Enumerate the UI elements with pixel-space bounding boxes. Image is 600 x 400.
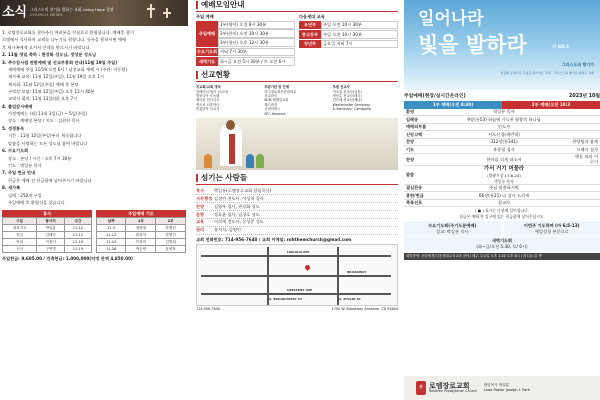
- sash-shape: [229, 134, 235, 164]
- section-line: 말씀을 사랑하는 모든 성도님 참여 바랍니다: [8, 140, 88, 146]
- pastor-name: 담임목사 박일룡: [483, 383, 510, 388]
- wednesday-service: [404, 221, 501, 235]
- info-column: [196, 0, 398, 400]
- mission-group: [264, 84, 329, 117]
- mission-header: [196, 70, 398, 82]
- order-item: 찬양: [406, 139, 415, 145]
- order-leader: 찬양팀과 함께: [572, 139, 598, 145]
- location-pin-icon[interactable]: [304, 264, 311, 271]
- mission-item: 박민수 선교사(태국): [332, 94, 362, 99]
- jesus-with-children-illustration: [196, 118, 398, 170]
- order-row: [404, 109, 600, 117]
- order-detail: 9장(통53) 하늘에 가득찬 영광의 하나님: [467, 116, 541, 122]
- order-detail: 박일룡 목사: [493, 109, 515, 115]
- birthday-notice: 2. 11월 생일 축하 : 편강화 성도님, 정성문 성도님: [2, 52, 97, 58]
- table-cell: 안내: [3, 239, 37, 246]
- cover-title-line1: 일어나라: [418, 9, 484, 29]
- sermon-block: [436, 166, 572, 184]
- worship-label: 수요기도회: [196, 48, 218, 57]
- event-item: 새가족 교육: 11월 12일(주일), 11월 19일 오후 1시: [8, 74, 104, 80]
- section-line: 인도 : 박일룡 목사: [8, 162, 42, 168]
- order-item: 축복선포: [406, 200, 423, 206]
- church-logo-footer: [404, 376, 600, 400]
- worship-time: 2부(한어) 오전 10시 30분: [218, 29, 295, 38]
- order-detail: 312장(통341): [490, 139, 518, 145]
- order-item: 입례송: [406, 116, 419, 122]
- table-cell: 11.12: [64, 232, 91, 239]
- standing-note: ( ● ) 표시는 다함께 일어섭니다.: [475, 208, 529, 214]
- cover-vision: 그리스도의 향기가: [561, 62, 594, 67]
- offering-summary: 주일헌금: 9,605.00 / 건축헌금: 1,000,000(약정 잔액 4,850.00): [2, 256, 133, 262]
- mission-group: [333, 84, 398, 117]
- worship-values: [321, 30, 398, 39]
- worship-row: [196, 48, 295, 57]
- staff-name: 김경란 전도사, 이성혁 집사: [214, 195, 264, 201]
- order-item: 예배의부름: [406, 124, 427, 130]
- child-figure: [256, 154, 264, 168]
- section-heading: 4. 졸업감사예배: [2, 103, 33, 109]
- sermon-preacher: 박일룡 목사: [494, 178, 514, 184]
- table-row: [97, 239, 186, 246]
- bible-reading-title: 이번주 기도하며 (마 6:5-13): [523, 222, 580, 228]
- worship-time: 주일 오전 10시 30분: [321, 21, 398, 30]
- staff-name: 이희재 전도사, 문성준 성도: [214, 219, 264, 225]
- event-items: [2, 67, 186, 102]
- sermon-scripture: (열왕기상 17:8-24): [487, 173, 521, 179]
- pastor-block: [484, 383, 530, 392]
- event-item: 구역장 모임: 11월 12일(주일) 오후 12시 40분: [8, 88, 95, 94]
- order-row: [404, 200, 600, 208]
- order-row: [404, 116, 600, 124]
- street-address: 1700 W. Broadway Anaheim, CA 92804: [331, 307, 398, 312]
- worship-time: 화~금 오전 5시 30분 / 토 오전 6시: [218, 57, 295, 66]
- worship-row: [299, 40, 398, 49]
- dawn-service: [404, 237, 600, 251]
- cover-banner: [404, 0, 600, 90]
- order-row: [404, 185, 600, 193]
- table-cell: 대표기도: [3, 225, 37, 232]
- section-line: 주일예배 후 환영식을 갖습니다: [8, 199, 65, 205]
- second-service-label: 2부 예배(오전 10:3: [502, 101, 600, 108]
- worship-caption: 다음세대 교육: [299, 14, 325, 20]
- table-cell: 11.19: [64, 239, 91, 246]
- accent-bar: [196, 71, 198, 79]
- order-item: 봉헌/헌금: [406, 192, 424, 198]
- section-line: 기간 : 11월 12일(주일)부터 계속됩니다: [8, 133, 82, 139]
- order-detail: 홍종필 집사: [493, 146, 515, 152]
- order-item: 말씀: [406, 172, 415, 178]
- order-row: [404, 146, 600, 154]
- mission-group-title: 후원 선교사: [332, 85, 350, 90]
- order-row: [404, 154, 600, 166]
- news-banner: [0, 0, 188, 26]
- worship-row: [299, 30, 398, 39]
- staff-role: 찬양: [196, 203, 205, 209]
- table-row: [97, 232, 186, 239]
- order-title: 주일예배(현장/실시간온라인): [404, 94, 466, 99]
- section-line: 헌금은 예배 전 헌금함에 넣어주시기 바랍니다: [8, 177, 92, 183]
- staff-role: 음향: [196, 211, 205, 217]
- worship-schedule: [196, 14, 398, 66]
- order-row: [404, 124, 600, 132]
- worship-title: 예배모임안내: [201, 0, 245, 9]
- staff-row: [196, 187, 398, 195]
- wednesday-title: 수요기도회(주기도문예배): [428, 222, 477, 228]
- worship-header: [196, 0, 398, 12]
- worship-time: 주일 오전 10시 30분: [321, 30, 398, 39]
- table-titles: [2, 210, 186, 218]
- map-road: [201, 275, 391, 277]
- table-cell: 이정미: [37, 239, 64, 246]
- table-cell: 11.12: [97, 232, 126, 239]
- order-column: [404, 0, 600, 400]
- worship-caption: 주일 예배: [196, 14, 214, 20]
- event-item: 새벽예배 주일 11/19 오전 6시 / 남선교회 예배 시 (주관: 이동원): [8, 67, 128, 73]
- dawn-detail: (화~금/오전 5:30, 토/ 6시): [476, 243, 528, 249]
- accent-bar: [196, 174, 198, 182]
- tables: [2, 217, 186, 253]
- staff-name: 유치식, 김영민: [214, 227, 241, 233]
- mission-item: SFC America: [264, 111, 286, 116]
- cover-subtitle: 복음의 능력으로 주님을 닮아가는 교회 · 그리스도의 향기를 발하는 교회: [500, 71, 594, 75]
- order-row: [404, 131, 600, 139]
- service-times-bar: [404, 101, 600, 108]
- serve-table-body: [3, 225, 92, 253]
- column-header: 봉사자: [37, 218, 64, 225]
- order-item: 기도: [406, 146, 415, 152]
- staff-row: [196, 211, 398, 219]
- section-line: 장소 : 본당 / 시간 : 오후 7시 30분: [8, 155, 72, 161]
- table-row: [97, 225, 186, 232]
- column-header: 구분: [3, 218, 37, 225]
- worship-values: [218, 57, 295, 66]
- table-cell: 11.26: [97, 246, 126, 253]
- intro-line: 후 새가족에게 오셔서 안내를 받으시기 바랍니다.: [2, 44, 91, 50]
- table-cell: 11.19: [97, 239, 126, 246]
- sermon-row: [404, 166, 600, 185]
- mission-item: 월드비전: [264, 102, 278, 107]
- cover-title-line2: 빛을 발하라: [418, 33, 527, 57]
- table-cell: 구역별: [37, 246, 64, 253]
- event-item: 교역자 회의: 11월 13일(월) 오후 7시: [8, 96, 78, 102]
- church-name: 로뎀장로교회: [429, 381, 470, 390]
- mission-list: [196, 84, 398, 117]
- location-map: [196, 244, 398, 306]
- table-cell: 11.19: [64, 246, 91, 253]
- staff-title: 섬기는 사람들: [201, 173, 248, 183]
- section-line: 장소 : 예배당 본당 / 지도 : 김현희 목사: [8, 118, 80, 124]
- staff-name: 박일룡(로뎀장로교회 담임목사): [214, 187, 272, 193]
- church-contact: 교회 전화번호: 714-956-7640 / 교회 이메일: rohthemchurch@gmail.com: [196, 236, 352, 242]
- order-detail: 설교자: [497, 200, 511, 206]
- mission-title: 선교현황: [201, 69, 230, 79]
- order-leader: 프레시 집사: [576, 146, 598, 152]
- news-subtitle: 그리스도의 향기를 발하는 교회 Living Hope 성장: [30, 7, 114, 12]
- church-logo-icon: ✝: [416, 381, 426, 395]
- mission-item: Westminster Seminary: [332, 102, 371, 107]
- mission-item: 말레이시아(이 선교사): [196, 89, 229, 94]
- table-cell: 김명희: [156, 239, 186, 246]
- staff-row: [196, 227, 398, 235]
- worship-values: [218, 21, 295, 47]
- mission-item: 미주장로회신학대학교: [264, 89, 297, 94]
- mission-item: 김은혜 선교사(케냐): [332, 98, 362, 103]
- worship-values: [321, 21, 398, 30]
- table-cell: 김혜자: [37, 232, 64, 239]
- staff-role: 관리: [196, 227, 205, 233]
- mission-item: 선교한국: [264, 94, 278, 99]
- order-of-service: [404, 94, 600, 260]
- worship-label: 중고등부: [299, 30, 321, 39]
- map-road-label: S. BROOKHURST ST: [269, 297, 303, 302]
- mission-item: 캄보디아 프놈펜: [196, 94, 220, 99]
- bible-reading-detail: 예일성경 본문으로: [534, 228, 569, 234]
- worship-row: [299, 21, 398, 30]
- column-header: 주간: [64, 218, 91, 225]
- worship-label: 주일예배: [196, 21, 218, 47]
- map-road-label: LINCOLN AVE: [287, 250, 310, 255]
- staff-role: 사무행정: [196, 195, 213, 201]
- news-body: [2, 30, 186, 264]
- order-date: 2023년 10월: [569, 94, 600, 99]
- order-detail: 인도자: [497, 124, 511, 130]
- staff-role: 목사: [196, 187, 205, 193]
- mission-item: KCM 세계선교회: [264, 98, 289, 103]
- column-header: 1부: [126, 218, 156, 225]
- serve-table: [2, 217, 92, 253]
- prayer-table-title: 주일예배 기도: [96, 210, 186, 218]
- order-row: [404, 192, 600, 200]
- intro-block: [2, 30, 186, 50]
- worship-time: 1부(영어) 오전 8시 30분: [218, 21, 295, 30]
- order-detail: 주님 말씀하시면: [489, 185, 519, 191]
- column-header: 2부: [156, 218, 186, 225]
- intro-line: 로뎀에서 식사하며 교제를 나누기를 원합니다. 등록을 원하시면 예배: [2, 37, 126, 43]
- table-cell: 11.5: [97, 225, 126, 232]
- order-item: 신앙고백: [406, 131, 423, 137]
- mission-item: 필리핀 민다나오: [196, 98, 220, 103]
- table-row: [3, 246, 92, 253]
- sermon-title: 가서 거기 머물라: [483, 166, 525, 173]
- worship-label: 새벽기도: [196, 57, 218, 66]
- staff-row: [196, 195, 398, 203]
- order-row: [404, 139, 600, 147]
- worship-time: 3부(청년) 오후 12시 30분: [218, 38, 295, 47]
- section-heading: 6. 수요기도회: [2, 148, 29, 154]
- order-item: 환영: [406, 109, 415, 115]
- worship-values: [218, 48, 295, 57]
- order-leader: 때를 따라 이루시: [575, 153, 598, 165]
- table-cell: 홍양표: [156, 246, 186, 253]
- pastor-name-en: Lead Pastor Joseph I. Park: [483, 388, 530, 392]
- mission-group-title: 후원기관 및 단체: [264, 85, 289, 90]
- table-row: [97, 246, 186, 253]
- table-row: [3, 225, 92, 232]
- mission-group: [196, 84, 261, 117]
- order-detail: 66장(통21) 다 감사 드리세: [478, 192, 530, 198]
- cross-icon: [150, 4, 152, 18]
- staff-role: 교육: [196, 219, 205, 225]
- mission-group-title: 지교회/교회 개척: [196, 85, 221, 90]
- wednesday-detail: 설교: 박일룡 목사: [436, 228, 469, 234]
- dawn-service-box: [404, 237, 600, 251]
- church-name-block: [429, 383, 477, 393]
- section-line: 가정예배는 (월) 11월 3일(금) ~ 5일(주일): [8, 111, 88, 117]
- staff-list: [196, 187, 398, 234]
- table-cell: 한병진: [156, 225, 186, 232]
- cover-scripture-ref: 사 60:1: [552, 45, 570, 50]
- table-cell: 식사: [3, 246, 37, 253]
- address-line: [196, 307, 398, 312]
- table-cell: 한병진: [156, 232, 186, 239]
- map-road-label: S. EUCLID ST: [339, 297, 361, 302]
- prayer-table-body: [97, 225, 186, 253]
- staff-name: 김영우 집사, 편강화 성도: [214, 203, 260, 209]
- mission-item: 멕시코 티후아나: [196, 102, 220, 107]
- order-item: 찬양: [406, 156, 415, 162]
- mission-item: & Seminary, Cambodia: [332, 107, 371, 112]
- table-cell: 이정미: [126, 239, 156, 246]
- column-header: 날짜: [97, 218, 126, 225]
- map-road-label: BROADWAY: [347, 270, 367, 275]
- worship-label: 유년부: [299, 21, 321, 30]
- mission-item: 이초롱 선교사(일본): [332, 89, 362, 94]
- table-cell: 헌금: [3, 232, 37, 239]
- accent-bar: [196, 1, 198, 9]
- section-line: 김애 : 250개 구입: [8, 192, 42, 198]
- table-cell: 편성자: [126, 232, 156, 239]
- worship-time: 저녁 7시 30분: [218, 48, 295, 57]
- worship-label: 청년부: [299, 40, 321, 49]
- news-english-title: CHURCH NEWS: [30, 13, 63, 17]
- table-cell: 정명철: [126, 225, 156, 232]
- child-figure: [246, 154, 254, 168]
- event-heading: 3. 추수감사절 연합예배 및 선교부흥회 안내(11월 19일 주일): [2, 59, 118, 65]
- offering-note: 헌금은 예배 전 입구에 있는 헌금함에 넣어주십시오.: [459, 214, 545, 220]
- staff-row: [196, 203, 398, 211]
- intro-line: 1. 로뎀장로교회를 찾아주신 여러분을 진심으로 환영합니다. 예배후 향기: [2, 30, 134, 35]
- church-name-en: Rohthem Presbyterian Church: [429, 388, 477, 393]
- bible-reading: [504, 221, 600, 235]
- table-cell: 11.12: [64, 225, 91, 232]
- mission-item: 굿네이버스: [264, 107, 281, 112]
- news-sections: [2, 104, 186, 206]
- first-service-label: 1부 예배(오전 8:30): [404, 101, 502, 108]
- serve-table-title: 봉사: [2, 210, 92, 218]
- dawn-title: 새벽기도회: [491, 238, 513, 244]
- order-header: [404, 94, 600, 100]
- map-road: [201, 255, 391, 257]
- mission-item: 콜롬비아 선교지: [196, 107, 220, 112]
- worship-row: [196, 57, 295, 66]
- worship-time: 금요일 저녁 7시: [321, 40, 398, 49]
- section-heading: 8. 새가족: [2, 185, 21, 191]
- map-road-label: CRESCENT AVE: [287, 288, 313, 293]
- staff-header: [196, 173, 398, 185]
- event-item: 제직회: 11월 12일(주일) 예배 후 본당: [8, 81, 79, 87]
- order-item: 결심찬송: [406, 185, 423, 191]
- news-column: [0, 0, 188, 400]
- weekday-services: [404, 221, 600, 235]
- child-figure: [204, 154, 212, 168]
- staff-name: 정호윤 집사, 김경호 성도: [214, 211, 260, 217]
- worship-right: [299, 14, 398, 66]
- prayer-table: [96, 217, 186, 253]
- section-heading: 5. 성경통독: [2, 126, 25, 132]
- staff-row: [196, 219, 398, 227]
- cross-icon: [166, 8, 168, 18]
- order-detail: 한마음 되게 하소서: [486, 156, 522, 162]
- table-row: [3, 232, 92, 239]
- worship-left: [196, 14, 295, 66]
- news-title: 소식: [2, 5, 28, 20]
- phone-number[interactable]: 714-956-7640: [196, 307, 221, 312]
- section-heading: 7. 주일 헌금 안내: [2, 170, 36, 176]
- order-detail: 사도신경(새번역): [488, 131, 520, 137]
- table-cell: 박일룡: [37, 225, 64, 232]
- worship-values: [321, 40, 398, 49]
- table-row: [3, 239, 92, 246]
- worship-row: [196, 21, 295, 47]
- announcement-strip: 희망찬양: 신앙성경(다음세대교육교육 준비) 매주 수요일 오후 1:30 오후 6시 / 라디오:김 박: [404, 253, 600, 260]
- table-cell: 박순연: [126, 246, 156, 253]
- map-road: [201, 293, 391, 295]
